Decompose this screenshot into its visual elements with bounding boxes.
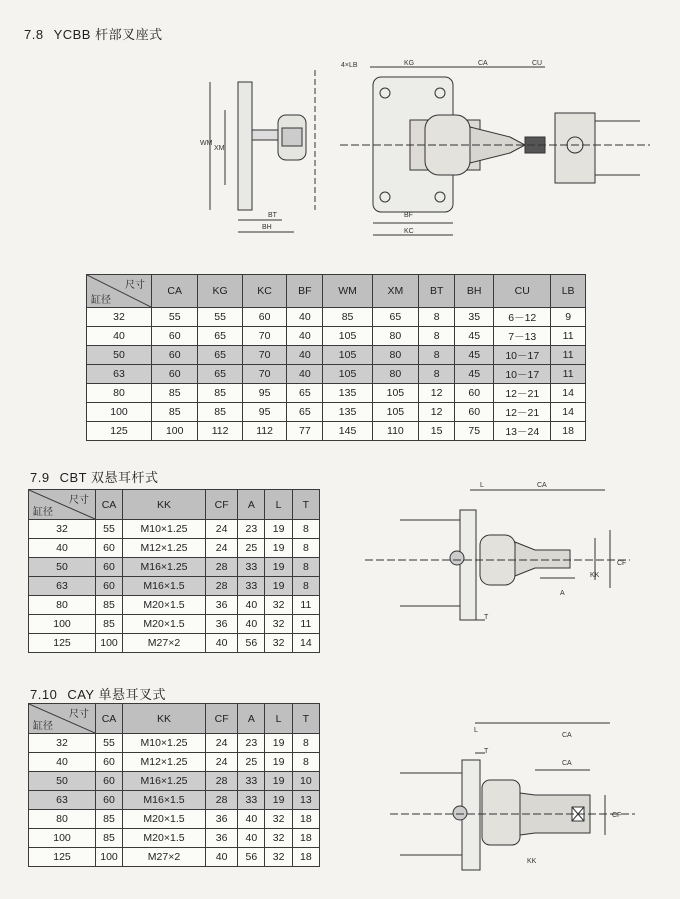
table-cell: 85: [96, 615, 123, 634]
table-cell: 77: [287, 422, 323, 441]
table-cell: 25: [238, 753, 265, 772]
bore-cell: 63: [29, 791, 96, 810]
table-cell: 19: [265, 558, 292, 577]
table-cell: 12: [419, 403, 455, 422]
table-cell: 32: [265, 596, 292, 615]
column-header: T: [292, 704, 319, 734]
table-cell: 12－21: [494, 403, 551, 422]
column-header: XM: [372, 275, 418, 308]
table-cell: 14: [551, 403, 586, 422]
column-header: L: [265, 704, 292, 734]
table-cell: 8: [292, 520, 319, 539]
bt-label: BT: [268, 212, 277, 219]
corner-bore-label: 缸径: [33, 507, 53, 518]
column-header: T: [292, 490, 319, 520]
table-cell: 8: [292, 539, 319, 558]
table-cell: 36: [206, 810, 238, 829]
table-cell: 60: [152, 327, 198, 346]
table-cell: 85: [198, 384, 242, 403]
table-cell: 36: [206, 596, 238, 615]
table-cell: 12－21: [494, 384, 551, 403]
table-cell: 11: [551, 346, 586, 365]
table-cell: M20×1.5: [123, 596, 206, 615]
kg-label: KG: [404, 60, 415, 67]
table-cell: M10×1.25: [123, 520, 206, 539]
table-row: [87, 403, 586, 422]
column-header: L: [265, 490, 292, 520]
table-cell: 65: [287, 403, 323, 422]
table-cell: 65: [198, 365, 242, 384]
table-cell: 60: [96, 772, 123, 791]
table-cell: 85: [96, 829, 123, 848]
table-cell: 95: [242, 384, 286, 403]
table-row: [87, 422, 586, 441]
table-cell: 33: [238, 558, 265, 577]
column-header: CF: [206, 704, 238, 734]
table-cell: M20×1.5: [123, 615, 206, 634]
kk-label: KK: [527, 858, 537, 865]
l-label: L: [474, 727, 478, 734]
table-cell: 85: [96, 596, 123, 615]
table-cell: 105: [372, 403, 418, 422]
wm-label: WM: [200, 140, 213, 147]
table-cell: 32: [265, 634, 292, 653]
table-cell: 11: [292, 615, 319, 634]
bore-cell: 100: [29, 829, 96, 848]
table-cell: 100: [96, 634, 123, 653]
table-cell: M27×2: [123, 634, 206, 653]
bore-cell: 100: [87, 403, 152, 422]
table-cell: 85: [152, 403, 198, 422]
bore-cell: 32: [87, 308, 152, 327]
column-header: BF: [287, 275, 323, 308]
table-row: [87, 327, 586, 346]
table-cell: 112: [242, 422, 286, 441]
table-cell: 65: [287, 384, 323, 403]
section-number: 7.10: [30, 687, 58, 702]
table-cell: M12×1.25: [123, 753, 206, 772]
column-header: CA: [96, 490, 123, 520]
table-cell: 105: [323, 365, 372, 384]
section-7-8-title: [24, 24, 163, 43]
ca-label: CA: [537, 482, 547, 489]
table-cell: M16×1.5: [123, 791, 206, 810]
column-header: CF: [206, 490, 238, 520]
column-header: A: [238, 490, 265, 520]
table-cell: 60: [96, 577, 123, 596]
table-cell: 18: [292, 829, 319, 848]
table-cell: 28: [206, 558, 238, 577]
table-cell: 60: [455, 384, 494, 403]
table-cell: 105: [372, 384, 418, 403]
column-header: CU: [494, 275, 551, 308]
table-row: [87, 308, 586, 327]
rod-end: [515, 542, 570, 576]
section-name: CBT 双悬耳杆式: [59, 470, 159, 485]
table-cell: 8: [292, 734, 319, 753]
table-cell: 12: [419, 384, 455, 403]
bore-cell: 63: [87, 365, 152, 384]
table-cell: 40: [287, 346, 323, 365]
table-cell: 23: [238, 734, 265, 753]
table-cell: M20×1.5: [123, 810, 206, 829]
table-cell: 40: [206, 848, 238, 867]
table-cell: 56: [238, 634, 265, 653]
corner-dimension-label: 尺寸: [69, 709, 89, 720]
table-row: [29, 791, 320, 810]
table-cell: 55: [152, 308, 198, 327]
table-cell: 100: [96, 848, 123, 867]
bore-cell: 50: [87, 346, 152, 365]
corner-bore-label: 缸径: [91, 295, 111, 306]
table-cell: 19: [265, 539, 292, 558]
table-cell: 8: [419, 346, 455, 365]
table-cell: 28: [206, 791, 238, 810]
table-corner-header: [29, 490, 96, 520]
table-cell: 40: [238, 615, 265, 634]
table-cell: 32: [265, 848, 292, 867]
single-ear: [482, 780, 520, 845]
cu-label: CU: [532, 60, 543, 67]
table-cell: 33: [238, 772, 265, 791]
table-cell: 24: [206, 520, 238, 539]
table-cell: 10－17: [494, 365, 551, 384]
table-cell: 36: [206, 615, 238, 634]
table-cell: 28: [206, 772, 238, 791]
bore-cell: 80: [29, 596, 96, 615]
xm-label: XM: [214, 145, 225, 152]
table-cell: 19: [265, 520, 292, 539]
cay-drawing: [390, 715, 640, 880]
cf-label: CF: [617, 560, 627, 567]
table-cell: 85: [96, 810, 123, 829]
bore-cell: 40: [29, 753, 96, 772]
table-cell: 14: [551, 384, 586, 403]
table-row: [29, 577, 320, 596]
table-cell: 32: [265, 615, 292, 634]
cay-spec-table: [28, 703, 320, 867]
table-cell: 8: [292, 753, 319, 772]
table-cell: 24: [206, 753, 238, 772]
a-label: A: [560, 590, 565, 597]
table-cell: 6－12: [494, 308, 551, 327]
table-cell: 55: [96, 520, 123, 539]
table-cell: 14: [292, 634, 319, 653]
bore-cell: 125: [87, 422, 152, 441]
table-cell: 55: [198, 308, 242, 327]
kc-label: KC: [404, 228, 414, 235]
table-row: [29, 520, 320, 539]
table-cell: 85: [198, 403, 242, 422]
table-cell: 8: [292, 577, 319, 596]
cylinder-end: [555, 113, 595, 183]
column-header: BT: [419, 275, 455, 308]
table-cell: 25: [238, 539, 265, 558]
table-cell: 40: [206, 634, 238, 653]
table-row: [87, 365, 586, 384]
table-cell: 32: [265, 810, 292, 829]
table-cell: 18: [551, 422, 586, 441]
cbt-spec-table: [28, 489, 320, 653]
ycbb-spec-table: [86, 274, 586, 441]
corner-dimension-label: 尺寸: [125, 280, 145, 291]
table-cell: 45: [455, 346, 494, 365]
bore-cell: 100: [29, 615, 96, 634]
table-cell: M16×1.25: [123, 772, 206, 791]
table-cell: 60: [96, 791, 123, 810]
ca-label: CA: [478, 60, 488, 67]
table-cell: 80: [372, 365, 418, 384]
bf-label: BF: [404, 212, 413, 219]
table-cell: 10: [292, 772, 319, 791]
column-header: KK: [123, 704, 206, 734]
table-cell: 40: [238, 596, 265, 615]
table-cell: 23: [238, 520, 265, 539]
ycbb-front-view-drawing: [340, 55, 650, 245]
table-cell: 40: [287, 327, 323, 346]
table-cell: 60: [152, 365, 198, 384]
table-row: [29, 558, 320, 577]
table-cell: 85: [323, 308, 372, 327]
table-cell: 55: [96, 734, 123, 753]
column-header: KK: [123, 490, 206, 520]
ycbb-side-view-drawing: [190, 70, 330, 250]
table-cell: M16×1.25: [123, 558, 206, 577]
table-cell: 13－24: [494, 422, 551, 441]
table-cell: 56: [238, 848, 265, 867]
section-name: CAY 单悬耳叉式: [67, 687, 166, 702]
ca-inner-label: CA: [562, 760, 572, 767]
table-cell: 145: [323, 422, 372, 441]
column-header: WM: [323, 275, 372, 308]
column-header: A: [238, 704, 265, 734]
cbt-drawing: [365, 480, 635, 640]
table-cell: 45: [455, 327, 494, 346]
table-cell: 10－17: [494, 346, 551, 365]
table-cell: 18: [292, 810, 319, 829]
table-cell: 70: [242, 327, 286, 346]
bore-cell: 32: [29, 734, 96, 753]
table-cell: 7－13: [494, 327, 551, 346]
corner-dimension-label: 尺寸: [69, 495, 89, 506]
bore-cell: 125: [29, 848, 96, 867]
table-row: [29, 596, 320, 615]
bore-cell: 32: [29, 520, 96, 539]
table-cell: 19: [265, 734, 292, 753]
table-cell: 40: [238, 829, 265, 848]
table-cell: 85: [152, 384, 198, 403]
table-cell: 65: [198, 346, 242, 365]
table-cell: 70: [242, 365, 286, 384]
column-header: CA: [96, 704, 123, 734]
bore-cell: 40: [29, 539, 96, 558]
table-cell: 80: [372, 346, 418, 365]
table-cell: 36: [206, 829, 238, 848]
bore-cell: 50: [29, 558, 96, 577]
table-cell: 70: [242, 346, 286, 365]
cf-label: CF: [612, 812, 622, 819]
table-row: [29, 734, 320, 753]
table-cell: 95: [242, 403, 286, 422]
table-cell: 9: [551, 308, 586, 327]
kk-label: KK: [590, 572, 600, 579]
table-cell: 45: [455, 365, 494, 384]
table-cell: 112: [198, 422, 242, 441]
table-cell: M10×1.25: [123, 734, 206, 753]
flange: [460, 510, 476, 620]
table-cell: 135: [323, 384, 372, 403]
lb-label: 4×LB: [341, 62, 358, 69]
table-cell: 40: [287, 308, 323, 327]
table-cell: 13: [292, 791, 319, 810]
table-cell: M20×1.5: [123, 829, 206, 848]
table-cell: 8: [292, 558, 319, 577]
column-header: CA: [152, 275, 198, 308]
corner-bore-label: 缸径: [33, 721, 53, 732]
table-row: [29, 539, 320, 558]
table-cell: 40: [287, 365, 323, 384]
t-label: T: [484, 614, 489, 621]
table-cell: 35: [455, 308, 494, 327]
table-cell: 75: [455, 422, 494, 441]
section-number: 7.9: [30, 470, 50, 485]
ca-outer-label: CA: [562, 732, 572, 739]
table-cell: M12×1.25: [123, 539, 206, 558]
table-row: [29, 753, 320, 772]
table-corner-header: [29, 704, 96, 734]
column-header: BH: [455, 275, 494, 308]
section-name: YCBB 杆部叉座式: [53, 27, 163, 42]
table-cell: 60: [96, 753, 123, 772]
table-cell: 40: [238, 810, 265, 829]
section-7-10-title: [30, 684, 166, 703]
l-label: L: [480, 482, 484, 489]
table-row: [29, 615, 320, 634]
table-cell: 105: [323, 346, 372, 365]
table-cell: 65: [372, 308, 418, 327]
table-cell: 28: [206, 577, 238, 596]
table-cell: 24: [206, 539, 238, 558]
table-cell: 11: [292, 596, 319, 615]
bore-cell: 80: [87, 384, 152, 403]
table-corner-header: [87, 275, 152, 308]
t-label: T: [484, 748, 489, 755]
table-cell: 19: [265, 772, 292, 791]
table-cell: 11: [551, 327, 586, 346]
column-header: KC: [242, 275, 286, 308]
table-cell: 100: [152, 422, 198, 441]
table-row: [29, 634, 320, 653]
table-row: [87, 384, 586, 403]
table-cell: 32: [265, 829, 292, 848]
table-cell: M16×1.5: [123, 577, 206, 596]
column-header: LB: [551, 275, 586, 308]
section-7-9-title: [30, 467, 158, 486]
table-cell: 60: [96, 539, 123, 558]
table-cell: 110: [372, 422, 418, 441]
bore-cell: 50: [29, 772, 96, 791]
bh-label: BH: [262, 224, 272, 231]
table-row: [29, 829, 320, 848]
table-cell: 135: [323, 403, 372, 422]
table-cell: 80: [372, 327, 418, 346]
section-number: 7.8: [24, 27, 44, 42]
table-cell: 60: [242, 308, 286, 327]
bore-cell: 80: [29, 810, 96, 829]
table-cell: 8: [419, 308, 455, 327]
table-cell: 65: [198, 327, 242, 346]
table-cell: 105: [323, 327, 372, 346]
table-cell: 19: [265, 753, 292, 772]
table-cell: 60: [455, 403, 494, 422]
table-cell: 11: [551, 365, 586, 384]
column-header: KG: [198, 275, 242, 308]
table-cell: 60: [152, 346, 198, 365]
bore-cell: 40: [87, 327, 152, 346]
table-cell: 8: [419, 365, 455, 384]
table-row: [29, 810, 320, 829]
table-cell: 33: [238, 791, 265, 810]
table-cell: 19: [265, 577, 292, 596]
table-cell: 24: [206, 734, 238, 753]
table-row: [29, 848, 320, 867]
table-cell: 33: [238, 577, 265, 596]
bore-cell: 125: [29, 634, 96, 653]
flange-plate: [238, 82, 252, 210]
table-cell: 60: [96, 558, 123, 577]
table-cell: 15: [419, 422, 455, 441]
table-cell: 8: [419, 327, 455, 346]
table-row: [87, 346, 586, 365]
table-cell: 19: [265, 791, 292, 810]
table-row: [29, 772, 320, 791]
table-cell: 18: [292, 848, 319, 867]
table-cell: M27×2: [123, 848, 206, 867]
bore-cell: 63: [29, 577, 96, 596]
